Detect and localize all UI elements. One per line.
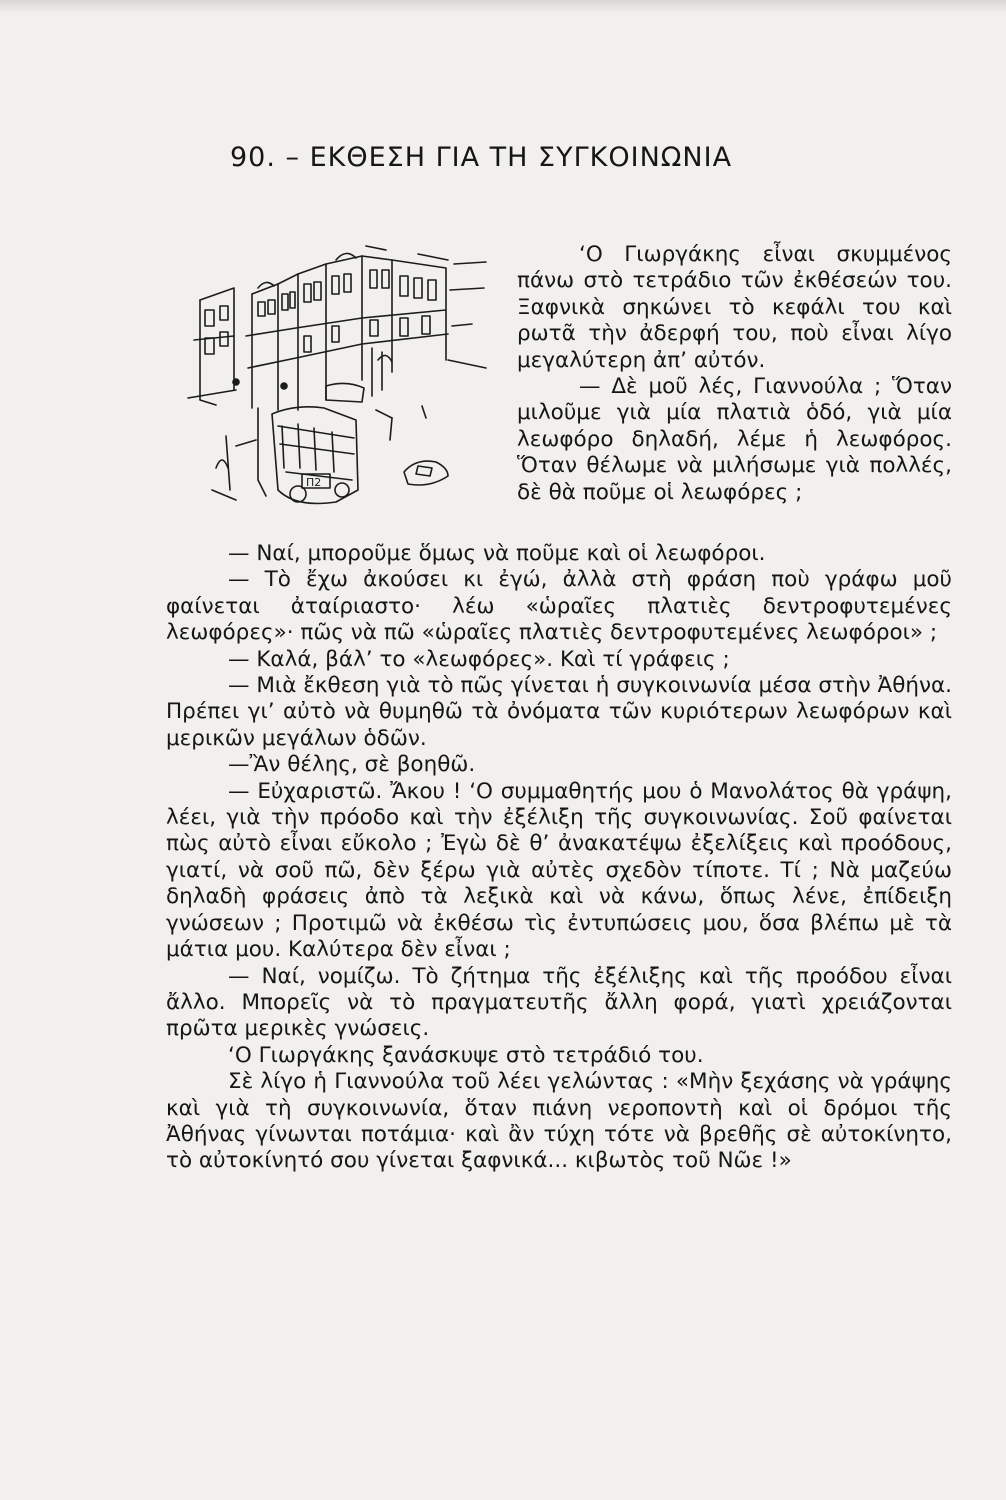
car	[404, 461, 448, 485]
street-bus-illustration	[186, 240, 506, 525]
bus	[272, 407, 358, 504]
paragraph: Σὲ λίγο ἡ Γιαννούλα τοῦ λέει γελώντας : «Μὴν ξεχάσης νὰ γράψης καὶ γιὰ τὴ συγκοινωνία, ὅταν πιάνη νεροποντὴ καὶ οἱ δρόμοι τῆς Ἀθήνας γίνωνται ποτάμια· καὶ ἂν τύχη τότε νὰ βρεθῆς σὲ αὐτοκίνητο, τὸ αὐτοκίνητό σου γίνεται ξαφνικά... κιβωτὸς τοῦ Νῶε !»	[166, 1069, 952, 1174]
main-text	[166, 541, 952, 1175]
paragraph: — Τὸ ἔχω ἀκούσει κι ἐγώ, ἀλλὰ στὴ φράση ποὺ γράφω μοῦ φαίνεται ἀταίριαστο· λέω «ὡραῖες πλατιὲς δεντροφυτεμένες λεωφόρες»· πῶς νὰ πῶ «ὡραῖες πλατιὲς δεντροφυτεμένες λεωφόροι» ;	[166, 567, 952, 646]
paragraph: — Εὐχαριστῶ. Ἄκου ! ‘Ο συμμαθητής μου ὁ Μανολάτος θὰ γράψη, λέει, γιὰ τὴν πρόοδο καὶ τὴν ἐξέλιξη τῆς συγκοινωνίας. Σοῦ φαίνεται πὼς αὐτὸ εἶναι εὔκολο ; Ἐγὼ δὲ θ’ ἀνακατέψω ἐξελίξεις καὶ προόδους, γιατί, νὰ σοῦ πῶ, δὲν ξέρω γιὰ αὐτὲς σχεδὸν τίποτε. Τί ; Νὰ μαζεύω δηλαδὴ φράσεις ἀπὸ τὰ λεξικὰ καὶ νὰ κάνω, ὅπως λένε, ἐπίδειξη γνώσεων ; Προτιμῶ νὰ ἐκθέσω τὶς ἐντυπώσεις μου, ὅσα βλέπω μὲ τὰ μάτια μου. Καλύτερα δὲν εἶναι ;	[166, 778, 952, 963]
paragraph: ‘Ο Γιωργάκης εἶναι σκυμμένος πάνω στὸ τετράδιο τῶν ἐκθέσεών του. Ξαφνικὰ σηκώνει τὸ κεφάλι του καὶ ρωτᾶ τὴν ἀδερφή του, ποὺ εἶναι λίγο μεγαλύτερη ἀπ’ αὐτόν.	[517, 242, 952, 373]
page-edge-shadow	[0, 0, 1006, 14]
paragraph: — Μιὰ ἔκθεση γιὰ τὸ πῶς γίνεται ἡ συγκοινωνία μέσα στὴν Ἀθήνα. Πρέπει γι’ αὐτὸ νὰ θυμηθῶ τὰ ὀνόματα τῶν κυριότερων λεωφόρων καὶ μερικῶν μεγάλων ὁδῶν.	[166, 673, 952, 751]
paragraph: — Δὲ μοῦ λές, Γιαννούλα ; Ὅταν μιλοῦμε γιὰ μία πλατιὰ ὁδό, γιὰ μία λεωφόρο δηλαδή, λέμε ἡ λεωφόρος. Ὅταν θέλωμε νὰ μιλήσωμε γιὰ πολλές, δὲ θὰ ποῦμε οἱ λεωφόρες ;	[517, 374, 952, 505]
side-text	[517, 242, 952, 506]
page-title: 90. – ΕΚΘΕΣΗ ΓΙΑ ΤΗ ΣΥΓΚΟΙΝΩΝΙΑ	[230, 142, 733, 174]
paragraph: ‘Ο Γιωργάκης ξανάσκυψε στὸ τετράδιό του.	[228, 1042, 704, 1068]
paragraph: —Ἂν θέλης, σὲ βοηθῶ.	[228, 752, 476, 778]
bus-route-label: Π2	[306, 476, 322, 489]
paragraph: — Καλά, βάλ’ το «λεωφόρες». Καὶ τί γράφεις ;	[228, 646, 730, 672]
paragraph: — Ναί, νομίζω. Τὸ ζήτημα τῆς ἐξέλιξης καὶ τῆς προόδου εἶναι ἄλλο. Μπορεῖς νὰ τὸ πραγματευτῆς ἄλλη φορά, γιατὶ χρειάζονται πρῶτα μερικὲς γνώσεις.	[166, 963, 952, 1042]
paragraph: — Ναί, μποροῦμε ὅμως νὰ ποῦμε καὶ οἱ λεωφόροι.	[228, 541, 766, 566]
left-building	[188, 288, 236, 405]
